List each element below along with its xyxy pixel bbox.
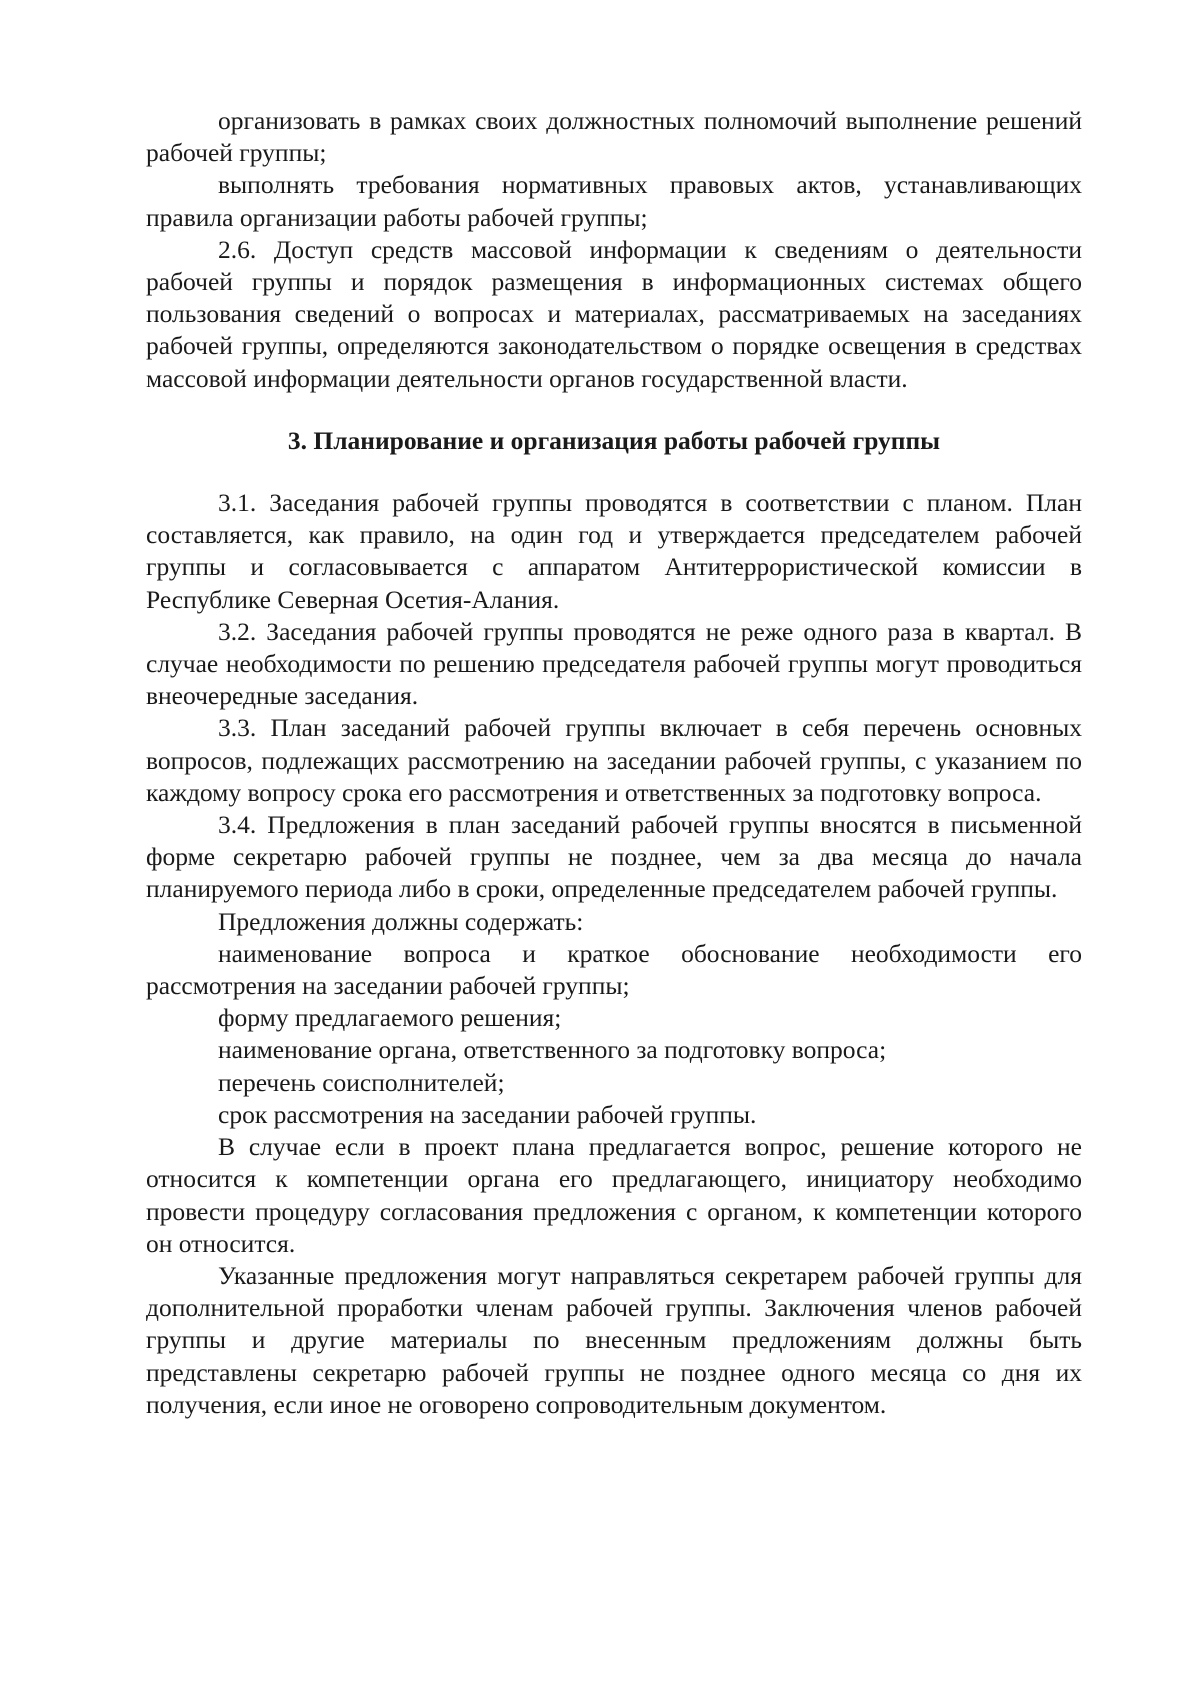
list-item-co-executors: перечень соисполнителей; [218,1067,505,1097]
list-item-responsible-body: наименование органа, ответственного за подготовку вопроса; [218,1035,887,1065]
paragraph-duty-organize: организовать в рамках своих должностных полномочий выполнение решений рабочей группы; [146,106,1082,168]
paragraph-2-6: 2.6. Доступ средств массовой информации к сведениям о деятельности рабочей группы и порядок размещения в информационных системах общего пользования сведений о вопросах и материалах, рассматриваемых на заседаниях рабочей группы, определяются законодательством о порядке освещения в средствах массовой информации деятельности органов государственной власти. [146,234,1082,393]
list-item-question-name: наименование вопроса и краткое обоснование необходимости его рассмотрения на заседании рабочей группы; [146,938,1082,1001]
document-body [146,105,1082,1421]
paragraph-duty-comply: выполнять требования нормативных правовых актов, устанавливающих правила организации работы рабочей группы; [146,170,1082,232]
list-item-review-term: срок рассмотрения на заседании рабочей группы. [218,1099,757,1129]
paragraph-3-2: 3.2. Заседания рабочей группы проводятся не реже одного раза в квартал. В случае необходимости по решению председателя рабочей группы могут проводиться внеочередные заседания. [146,616,1082,711]
paragraph-3-3: 3.3. План заседаний рабочей группы включает в себя перечень основных вопросов, подлежащих рассмотрению на заседании рабочей группы, с указанием по каждому вопросу срока его рассмотрения и ответственных за подготовку вопроса. [146,713,1082,807]
list-item-decision-form: форму предлагаемого решения; [218,1003,562,1033]
paragraph-competence: В случае если в проект плана предлагается вопрос, решение которого не относится к компетенции органа его предлагающего, инициатору необходимо провести процедуру согласования предложения с органом, к компетенции которого он относится. [146,1132,1082,1258]
paragraph-3-1: 3.1. Заседания рабочей группы проводятся в соответствии с планом. План составляется, как правило, на один год и утверждается председателем рабочей группы и согласовывается с аппаратом Антитеррористической комиссии в Республике Северная Осетия-Алания. [146,488,1082,614]
section-heading-3: 3. Планирование и организация работы рабочей группы [287,425,941,455]
paragraph-3-4: 3.4. Предложения в план заседаний рабочей группы вносятся в письменной форме секретарю рабочей группы не позднее, чем за два месяца до начала планируемого периода либо в сроки, определенные председателем рабочей группы. [146,810,1082,904]
paragraph-secretary-review: Указанные предложения могут направляться секретарем рабочей группы для дополнительной проработки членам рабочей группы. Заключения членов рабочей группы и другие материалы по внесенным предложениям должны быть представлены секретарю рабочей группы не позднее одного месяца со дня их получения, если иное не оговорено сопроводительным документом. [146,1260,1082,1419]
paragraph-proposals-intro: Предложения должны содержать: [218,906,584,936]
